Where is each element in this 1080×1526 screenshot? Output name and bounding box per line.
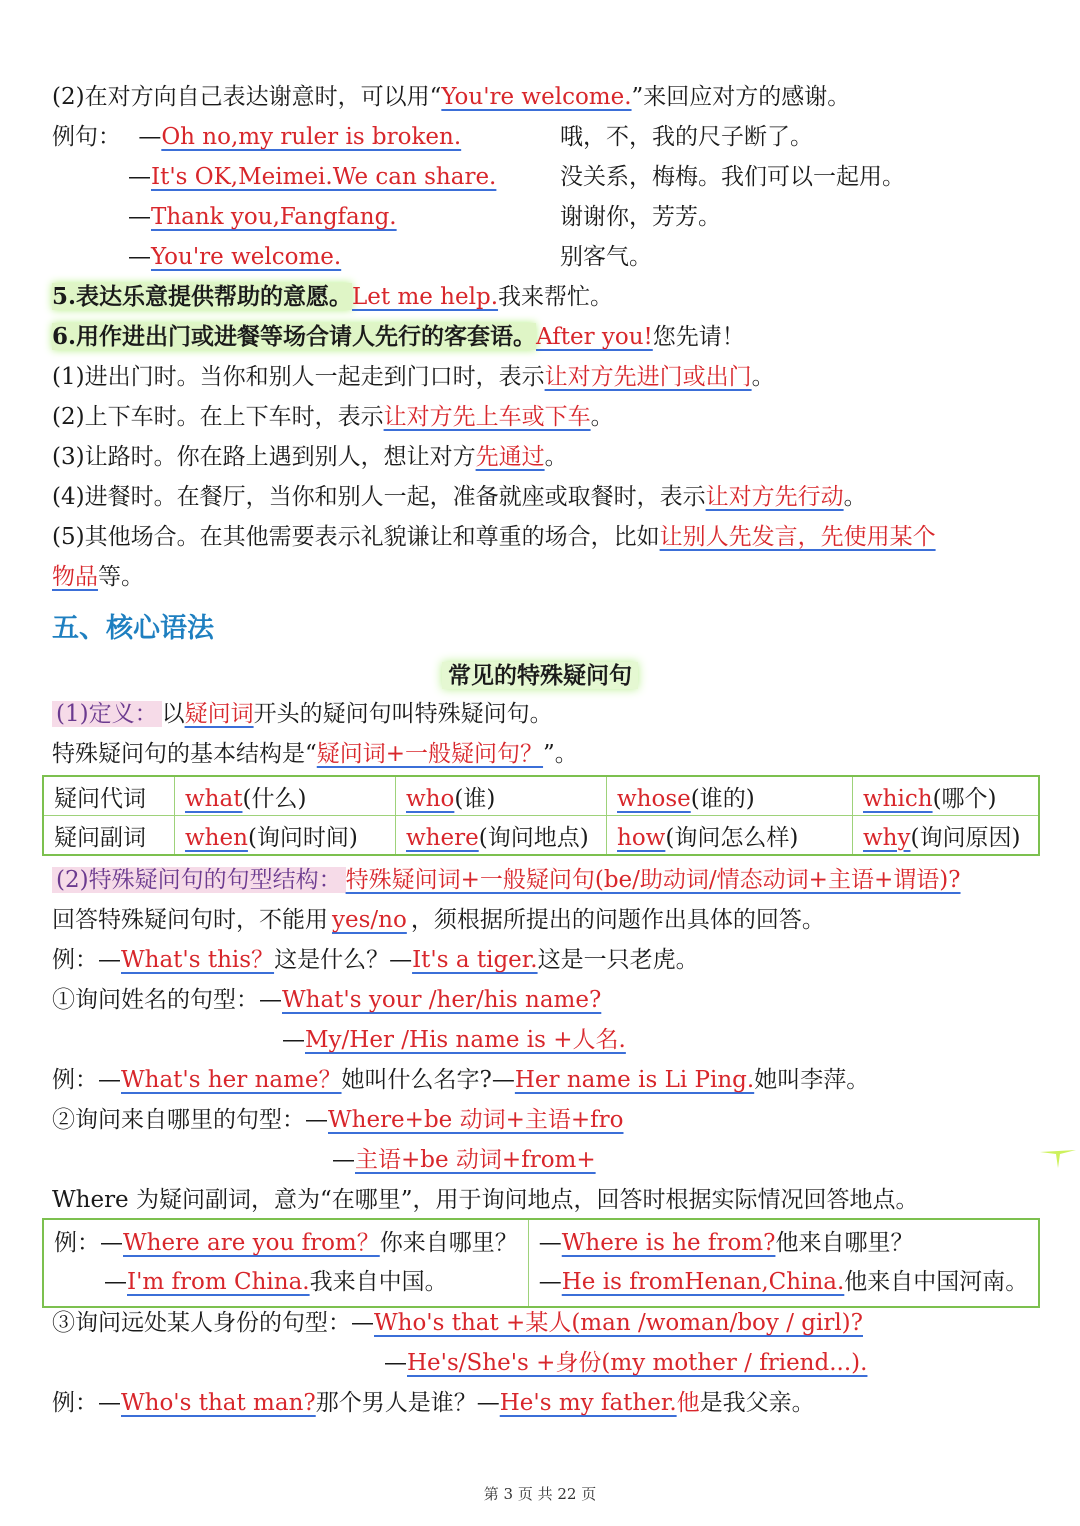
structure-example: 例：—What's this？这是什么？—It's a tiger.这是一只老虎。 <box>52 947 699 973</box>
table-row <box>43 816 1039 856</box>
identity-example: 例：—Who's that man?那个男人是谁？—He's my father.他是我父亲。 <box>52 1390 815 1416</box>
table-cell: who(谁) <box>396 776 607 816</box>
row-head: 疑问副词 <box>43 816 175 856</box>
example-line-3: —Thank you,Fangfang. <box>128 204 397 230</box>
structure-line: (2)特殊疑问句的句型结构： 特殊疑问词+一般疑问句(be/助动词/情态动词+主语+谓语)? <box>52 863 961 897</box>
table-cell: when(询问时间) <box>175 816 396 856</box>
where-note: Where 为疑问副词，意为“在哪里”，用于询问地点，回答时根据实际情况回答地点。 <box>52 1187 919 1213</box>
table-cell: —Where is he from?他来自哪里？ —He is fromHenan,China.他来自中国河南。 <box>538 1230 1029 1295</box>
row-head: 疑问代词 <box>43 776 175 816</box>
answer-rule-line: 回答特殊疑问句时，不能用 yes/no ，须根据所提出的问题作出具体的回答。 <box>52 907 825 933</box>
table-cell: which(哪个) <box>853 776 1040 816</box>
example-cn-3: 谢谢你，芳芳。 <box>560 204 721 230</box>
example-cn-2: 没关系，梅梅。我们可以一起用。 <box>560 164 905 190</box>
table-cell: what(什么) <box>175 776 396 816</box>
point-6: 6.用作进出门或进餐等场合请人先行的客套语。After you!您先请！ <box>52 323 745 350</box>
example-line-2: —It's OK,Meimei.We can share. <box>128 164 497 190</box>
point-5: 5.表达乐意提供帮助的意愿。Let me help.我来帮忙。 <box>52 283 614 310</box>
section-title: 五、核心语法 <box>52 613 214 644</box>
scenario-3: (3)让路时。你在路上遇到别人，想让对方先通过。 <box>52 444 568 470</box>
identity-pattern-answer: —He's/She's +身份(my mother / friend...). <box>384 1350 868 1376</box>
scenario-4: (4)进餐时。在餐厅，当你和别人一起，准备就座或取餐时，表示让对方先行动。 <box>52 484 867 510</box>
example-line-4: —You're welcome. <box>128 244 342 270</box>
table-cell: how(询问怎么样) <box>607 816 853 856</box>
example-cn-1: 哦，不，我的尺子断了。 <box>560 124 813 150</box>
table-cell: whose(谁的) <box>607 776 853 816</box>
question-words-table <box>42 775 1040 856</box>
from-pattern-answer: —主语+be 动词+from+ <box>332 1147 596 1173</box>
name-pattern: ①询问姓名的句型：—What's your /her/his name? <box>52 987 602 1013</box>
basic-structure-line: 特殊疑问句的基本结构是“疑问词+一般疑问句？”。 <box>52 741 578 767</box>
scenario-5-cont: 物品等。 <box>52 564 144 590</box>
identity-pattern: ③询问远处某人身份的句型：—Who's that +某人(man /woman/boy / girl)? <box>52 1310 863 1336</box>
scenario-5: (5)其他场合。在其他需要表示礼貌谦让和尊重的场合，比如让别人先发言，先使用某个 <box>52 524 936 550</box>
from-examples-table <box>42 1218 1040 1308</box>
table-cell: why(询问原因) <box>853 816 1040 856</box>
thanks-response-line: (2)在对方向自己表达谢意时，可以用“You're welcome.”来回应对方的感谢。 <box>52 84 851 110</box>
name-pattern-answer: —My/Her /His name is +人名. <box>282 1027 626 1053</box>
table-row <box>43 1219 1039 1307</box>
from-pattern: ②询问来自哪里的句型：—Where+be 动词+主语+fro <box>52 1107 624 1133</box>
scenario-1: (1)进出门时。当你和别人一起走到门口时，表示让对方先进门或出门。 <box>52 364 775 390</box>
definition-line: (1)定义： 以疑问词开头的疑问句叫特殊疑问句。 <box>52 697 553 731</box>
name-example: 例：—What's her name？她叫什么名字?—Her name is Li Ping.她叫李萍。 <box>52 1067 870 1093</box>
table-cell: where(询问地点) <box>396 816 607 856</box>
example-line-1: 例句： —Oh no,my ruler is broken. <box>52 124 462 150</box>
glare-mark <box>1038 1140 1078 1170</box>
table-cell: 例：—Where are you from？你来自哪里？ —I'm from China.我来自中国。 <box>43 1219 528 1307</box>
page-footer: 第 3 页 共 22 页 <box>483 1485 597 1503</box>
scenario-2: (2)上下车时。在上下车时，表示让对方先上车或下车。 <box>52 404 614 430</box>
grammar-title: 常见的特殊疑问句 <box>0 657 1080 690</box>
example-cn-4: 别客气。 <box>560 244 652 270</box>
table-row <box>43 776 1039 816</box>
